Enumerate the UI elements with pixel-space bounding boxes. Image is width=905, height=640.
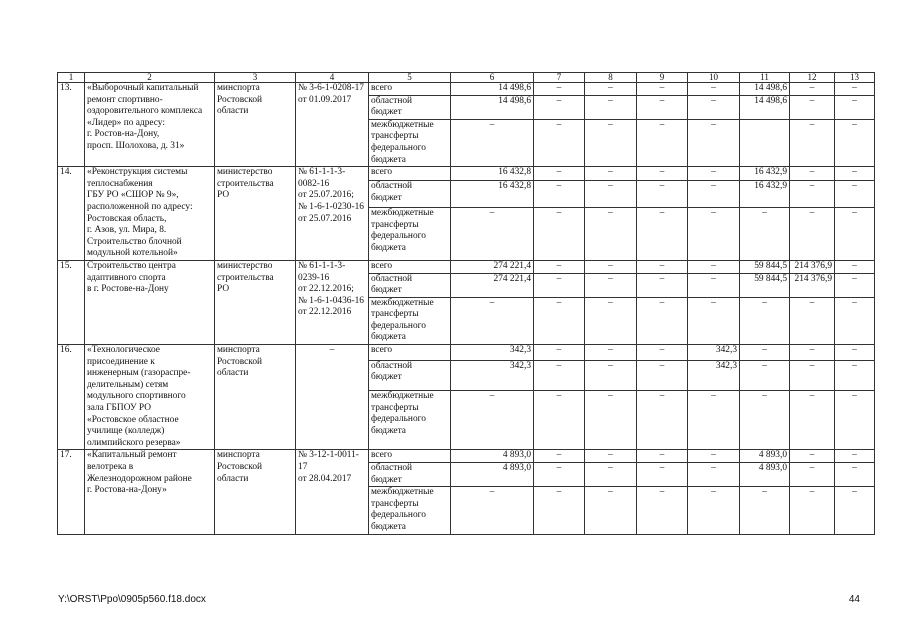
column-number-12: 12 — [790, 73, 835, 83]
expertise-doc: – — [296, 345, 369, 450]
amount-c11: – — [740, 391, 790, 450]
amount-c10: – — [688, 487, 740, 534]
amount-c12: – — [790, 450, 835, 463]
amount-c6: 342,3 — [451, 345, 534, 361]
amount-c8: – — [585, 391, 637, 450]
column-number-1: 1 — [58, 73, 85, 83]
amount-c6: – — [451, 208, 534, 261]
funding-source: областной бюджет — [369, 181, 451, 208]
amount-c9: – — [637, 181, 688, 208]
project-name: «Реконструкция системы теплоснабжения ГБУ РО «СШОР № 9», расположенной по адресу: Ростовская область, г. Азов, ул. Мира, 8. Строительство блочной модульной котельной» — [85, 167, 215, 261]
amount-c8: – — [585, 345, 637, 361]
funding-source: межбюджетные трансферты федерального бюджета — [369, 208, 451, 261]
amount-c10: – — [688, 95, 740, 119]
amount-c10: – — [688, 208, 740, 261]
amount-c11: 59 844,5 — [740, 260, 790, 273]
amount-c7: – — [534, 167, 585, 181]
amount-c6: – — [451, 297, 534, 344]
amount-c10: – — [688, 297, 740, 344]
amount-c9: – — [637, 273, 688, 297]
funding-source: межбюджетные трансферты федерального бюджета — [369, 297, 451, 344]
amount-c8: – — [585, 181, 637, 208]
amount-c12: – — [790, 297, 835, 344]
table-row — [58, 260, 875, 273]
column-number-13: 13 — [835, 73, 875, 83]
column-number-4: 4 — [296, 73, 369, 83]
amount-c13: – — [835, 345, 875, 361]
amount-c6: 4 893,0 — [451, 463, 534, 487]
project-name: «Технологическое присоединение к инженерным (газораспре- делительным) сетям модульного спортивного зала ГБПОУ РО «Ростовское областное училище (колледж) олимпийского резерва» — [85, 345, 215, 450]
amount-c6: 274 221,4 — [451, 273, 534, 297]
amount-c9: – — [637, 487, 688, 534]
amount-c9: – — [637, 83, 688, 96]
amount-c6: – — [451, 487, 534, 534]
amount-c12: – — [790, 167, 835, 181]
amount-c8: – — [585, 119, 637, 166]
amount-c13: – — [835, 119, 875, 166]
amount-c11: – — [740, 360, 790, 390]
expertise-doc: № 3-6-1-0208-17 от 01.09.2017 — [296, 83, 369, 167]
amount-c11: 14 498,6 — [740, 95, 790, 119]
funding-source: областной бюджет — [369, 463, 451, 487]
table-row — [58, 345, 875, 361]
amount-c6: 14 498,6 — [451, 95, 534, 119]
row-number: 16. — [58, 345, 85, 450]
amount-c13: – — [835, 95, 875, 119]
amount-c7: – — [534, 450, 585, 463]
amount-c10: – — [688, 463, 740, 487]
responsible-org: минспорта Ростовской области — [215, 83, 296, 167]
table-row — [58, 450, 875, 463]
table-body — [58, 73, 875, 535]
amount-c9: – — [637, 95, 688, 119]
footer-file-path: Y:\ORST\Ppo\0905p560.f18.docx — [58, 594, 206, 605]
responsible-org: министерство строительства РО — [215, 167, 296, 261]
amount-c12: – — [790, 83, 835, 96]
amount-c6: 14 498,6 — [451, 83, 534, 96]
funding-source: всего — [369, 83, 451, 96]
amount-c12: – — [790, 345, 835, 361]
amount-c12: – — [790, 181, 835, 208]
project-name: Строительство центра адаптивного спорта в г. Ростове-на-Дону — [85, 260, 215, 344]
column-number-row — [58, 73, 875, 83]
amount-c6: 16 432,8 — [451, 181, 534, 208]
amount-c13: – — [835, 463, 875, 487]
funding-source: всего — [369, 260, 451, 273]
column-number-6: 6 — [451, 73, 534, 83]
amount-c10: – — [688, 273, 740, 297]
amount-c11: – — [740, 297, 790, 344]
amount-c13: – — [835, 208, 875, 261]
amount-c7: – — [534, 95, 585, 119]
amount-c7: – — [534, 273, 585, 297]
amount-c9: – — [637, 463, 688, 487]
expertise-doc: № 61-1-1-3- 0239-16 от 22.12.2016; № 1-6-1-0436-16 от 22.12.2016 — [296, 260, 369, 344]
expertise-doc: № 61-1-1-3- 0082-16 от 25.07.2016; № 1-6-1-0230-16 от 25.07.2016 — [296, 167, 369, 261]
amount-c9: – — [637, 360, 688, 390]
amount-c13: – — [835, 450, 875, 463]
amount-c13: – — [835, 260, 875, 273]
amount-c10: – — [688, 119, 740, 166]
amount-c7: – — [534, 487, 585, 534]
funding-source: межбюджетные трансферты федерального бюджета — [369, 391, 451, 450]
table-row — [58, 167, 875, 181]
amount-c7: – — [534, 83, 585, 96]
amount-c8: – — [585, 360, 637, 390]
expertise-doc: № 3-12-1-0011-17 от 28.04.2017 — [296, 450, 369, 534]
amount-c12: 214 376,9 — [790, 273, 835, 297]
amount-c7: – — [534, 181, 585, 208]
amount-c10: – — [688, 450, 740, 463]
amount-c9: – — [637, 167, 688, 181]
funding-source: всего — [369, 167, 451, 181]
amount-c8: – — [585, 208, 637, 261]
amount-c11: 59 844,5 — [740, 273, 790, 297]
amount-c13: – — [835, 273, 875, 297]
funding-source: всего — [369, 345, 451, 361]
amount-c7: – — [534, 463, 585, 487]
amount-c6: – — [451, 391, 534, 450]
amount-c10: 342,3 — [688, 345, 740, 361]
amount-c9: – — [637, 345, 688, 361]
responsible-org: министерство строительства РО — [215, 260, 296, 344]
amount-c10: – — [688, 181, 740, 208]
amount-c10: 342,3 — [688, 360, 740, 390]
funding-source: областной бюджет — [369, 273, 451, 297]
amount-c13: – — [835, 360, 875, 390]
amount-c10: – — [688, 167, 740, 181]
row-number: 17. — [58, 450, 85, 534]
amount-c11: – — [740, 208, 790, 261]
amount-c8: – — [585, 273, 637, 297]
amount-c10: – — [688, 260, 740, 273]
amount-c7: – — [534, 360, 585, 390]
amount-c7: – — [534, 260, 585, 273]
row-number: 13. — [58, 83, 85, 167]
amount-c11: 16 432,9 — [740, 167, 790, 181]
row-number: 14. — [58, 167, 85, 261]
amount-c7: – — [534, 345, 585, 361]
amount-c6: 342,3 — [451, 360, 534, 390]
amount-c7: – — [534, 297, 585, 344]
amount-c8: – — [585, 167, 637, 181]
funding-source: межбюджетные трансферты федерального бюджета — [369, 119, 451, 166]
amount-c13: – — [835, 181, 875, 208]
amount-c12: – — [790, 463, 835, 487]
amount-c8: – — [585, 260, 637, 273]
amount-c11 — [740, 119, 790, 166]
responsible-org: минспорта Ростовской области — [215, 450, 296, 534]
amount-c11: – — [740, 345, 790, 361]
amount-c12: – — [790, 391, 835, 450]
amount-c9: – — [637, 208, 688, 261]
amount-c9: – — [637, 260, 688, 273]
amount-c9: – — [637, 391, 688, 450]
amount-c8: – — [585, 450, 637, 463]
amount-c8: – — [585, 95, 637, 119]
amount-c10: – — [688, 83, 740, 96]
project-name: «Капитальный ремонт велотрека в Железнодорожном районе г. Ростова-на-Дону» — [85, 450, 215, 534]
project-name: «Выборочный капитальный ремонт спортивно- оздоровительного комплекса «Лидер» по адресу: г. Ростов-на-Дону, просп. Шолохова, д. 31» — [85, 83, 215, 167]
budget-table — [57, 72, 875, 535]
amount-c12: – — [790, 487, 835, 534]
funding-source: межбюджетные трансферты федерального бюджета — [369, 487, 451, 534]
amount-c13: – — [835, 297, 875, 344]
column-number-11: 11 — [740, 73, 790, 83]
amount-c7: – — [534, 208, 585, 261]
column-number-10: 10 — [688, 73, 740, 83]
column-number-3: 3 — [215, 73, 296, 83]
amount-c11: 4 893,0 — [740, 463, 790, 487]
funding-source: областной бюджет — [369, 360, 451, 390]
amount-c12: 214 376,9 — [790, 260, 835, 273]
amount-c11: 4 893,0 — [740, 450, 790, 463]
responsible-org: минспорта Ростовской области — [215, 345, 296, 450]
page-number: 44 — [848, 594, 860, 605]
column-number-8: 8 — [585, 73, 637, 83]
amount-c6: – — [451, 119, 534, 166]
amount-c13: – — [835, 167, 875, 181]
amount-c9: – — [637, 119, 688, 166]
amount-c8: – — [585, 463, 637, 487]
row-number: 15. — [58, 260, 85, 344]
amount-c13: – — [835, 391, 875, 450]
amount-c11: – — [740, 487, 790, 534]
amount-c12: – — [790, 208, 835, 261]
amount-c7: – — [534, 119, 585, 166]
table-row — [58, 83, 875, 96]
amount-c6: 16 432,8 — [451, 167, 534, 181]
amount-c11: 16 432,9 — [740, 181, 790, 208]
funding-source: областной бюджет — [369, 95, 451, 119]
amount-c12: – — [790, 360, 835, 390]
amount-c7: – — [534, 391, 585, 450]
column-number-9: 9 — [637, 73, 688, 83]
amount-c9: – — [637, 297, 688, 344]
amount-c13: – — [835, 83, 875, 96]
amount-c8: – — [585, 297, 637, 344]
amount-c12: – — [790, 119, 835, 166]
column-number-2: 2 — [85, 73, 215, 83]
amount-c11: 14 498,6 — [740, 83, 790, 96]
funding-source: всего — [369, 450, 451, 463]
amount-c9: – — [637, 450, 688, 463]
amount-c6: 274 221,4 — [451, 260, 534, 273]
amount-c8: – — [585, 83, 637, 96]
amount-c8: – — [585, 487, 637, 534]
amount-c10: – — [688, 391, 740, 450]
amount-c13: – — [835, 487, 875, 534]
amount-c12: – — [790, 95, 835, 119]
amount-c6: 4 893,0 — [451, 450, 534, 463]
column-number-7: 7 — [534, 73, 585, 83]
column-number-5: 5 — [369, 73, 451, 83]
